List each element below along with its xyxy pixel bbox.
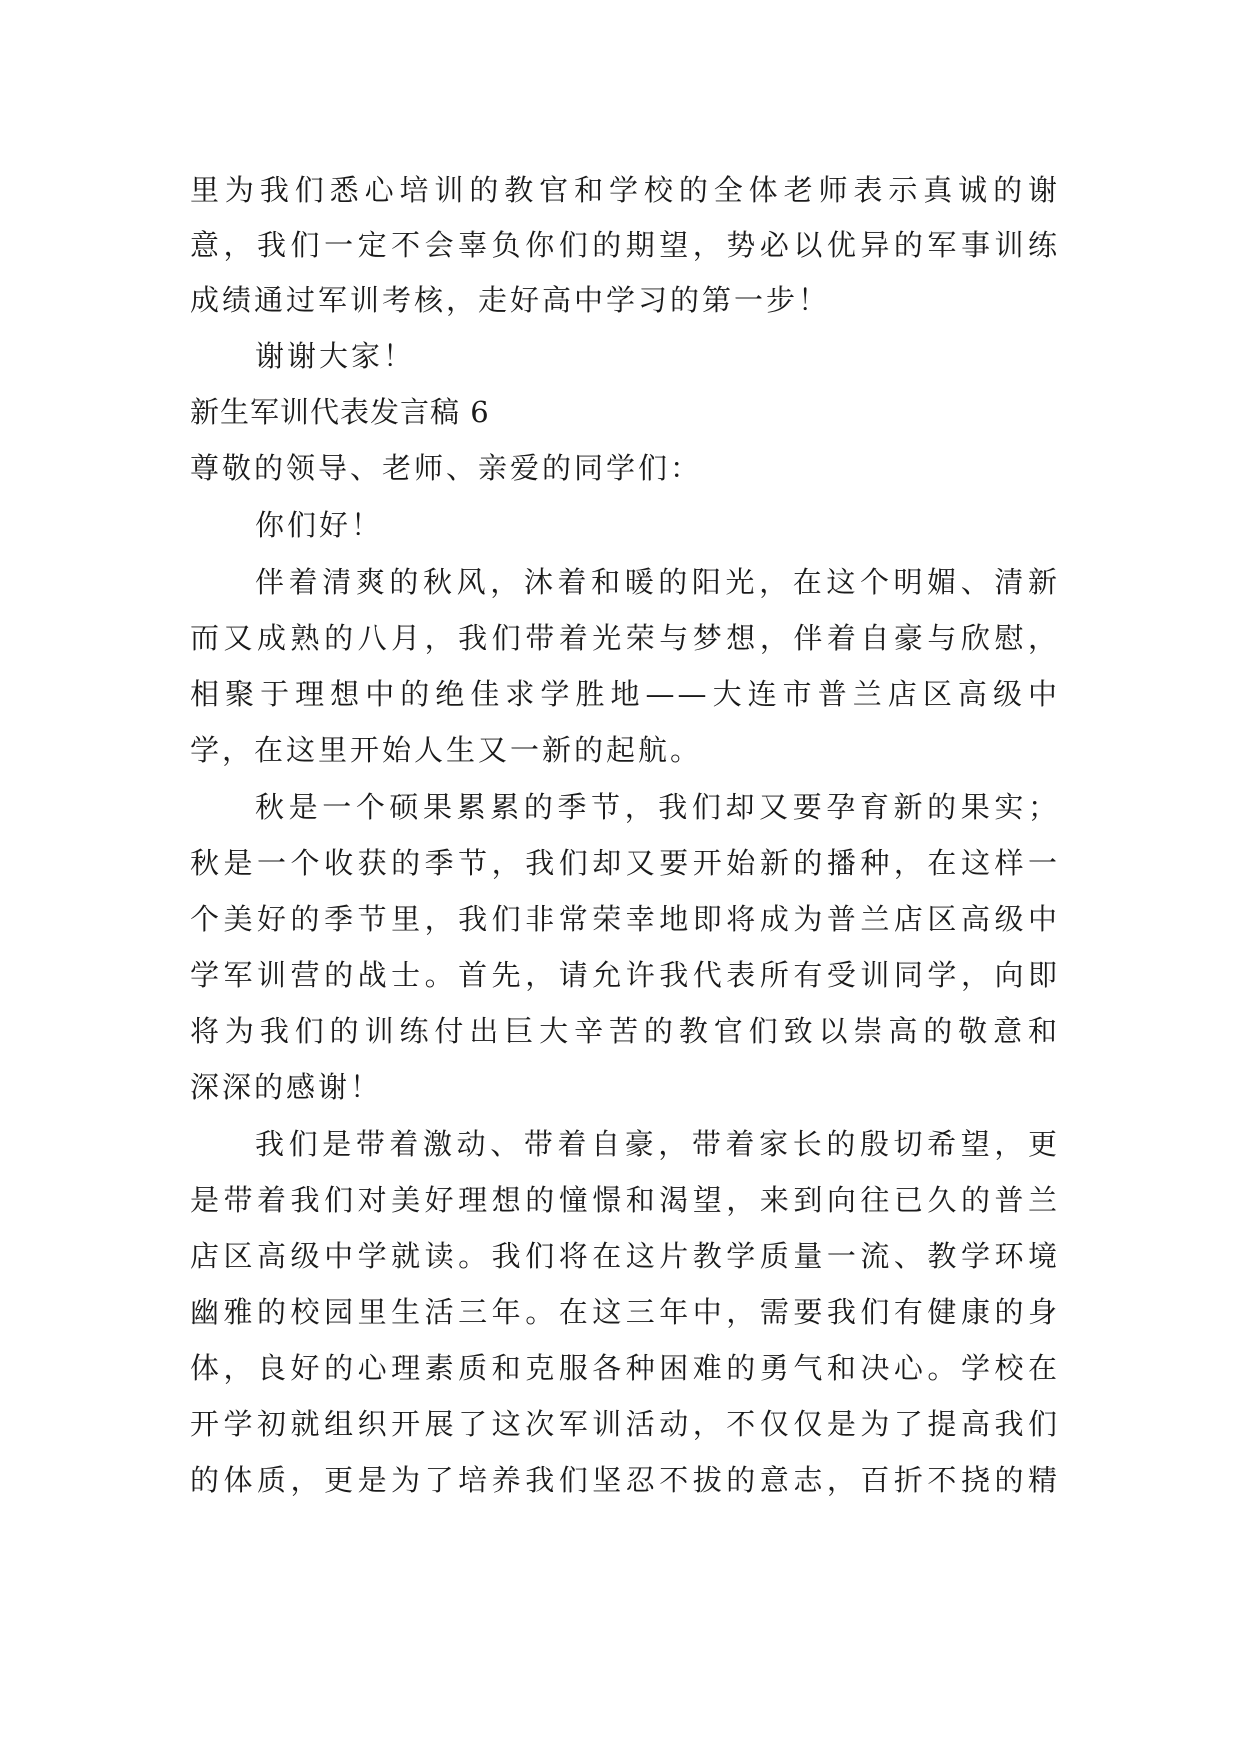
section-heading: 新生军训代表发言稿 6 xyxy=(190,395,490,429)
closing-line: 谢谢大家！ xyxy=(255,339,416,373)
text-line: 伴着清爽的秋风，沐着和暖的阳光，在这个明媚、清新 xyxy=(255,565,1060,599)
text-line: 将为我们的训练付出巨大辛苦的教官们致以崇高的敬意和 xyxy=(190,1014,1060,1048)
text-line: 意，我们一定不会辜负你们的期望，势必以优异的军事训练 xyxy=(190,228,1060,262)
text-line: 个美好的季节里，我们非常荣幸地即将成为普兰店区高级中 xyxy=(190,902,1060,936)
text-line: 秋是一个硕果累累的季节，我们却又要孕育新的果实； xyxy=(255,790,1060,824)
text-line: 成绩通过军训考核，走好高中学习的第一步！ xyxy=(190,283,831,317)
greeting: 你们好！ xyxy=(255,508,384,542)
text-line: 我们是带着激动、带着自豪，带着家长的殷切希望，更 xyxy=(255,1127,1060,1161)
text-line: 里为我们悉心培训的教官和学校的全体老师表示真诚的谢 xyxy=(190,173,1060,207)
text-line: 秋是一个收获的季节，我们却又要开始新的播种，在这样一 xyxy=(190,846,1060,880)
text-line: 相聚于理想中的绝佳求学胜地——大连市普兰店区高级中 xyxy=(190,677,1060,711)
text-line: 开学初就组织开展了这次军训活动，不仅仅是为了提高我们 xyxy=(190,1407,1060,1441)
text-line: 的体质，更是为了培养我们坚忍不拔的意志，百折不挠的精 xyxy=(190,1463,1060,1497)
text-line: 是带着我们对美好理想的憧憬和渴望，来到向往已久的普兰 xyxy=(190,1183,1060,1217)
text-line: 深深的感谢！ xyxy=(190,1070,383,1104)
text-line: 幽雅的校园里生活三年。在这三年中，需要我们有健康的身 xyxy=(190,1295,1060,1329)
salutation: 尊敬的领导、老师、亲爱的同学们： xyxy=(190,451,703,485)
text-line: 学，在这里开始人生又一新的起航。 xyxy=(190,733,703,767)
text-line: 店区高级中学就读。我们将在这片教学质量一流、教学环境 xyxy=(190,1239,1060,1273)
text-line: 学军训营的战士。首先，请允许我代表所有受训同学，向即 xyxy=(190,958,1060,992)
text-line: 体，良好的心理素质和克服各种困难的勇气和决心。学校在 xyxy=(190,1351,1060,1385)
text-line: 而又成熟的八月，我们带着光荣与梦想，伴着自豪与欣慰， xyxy=(190,621,1060,655)
